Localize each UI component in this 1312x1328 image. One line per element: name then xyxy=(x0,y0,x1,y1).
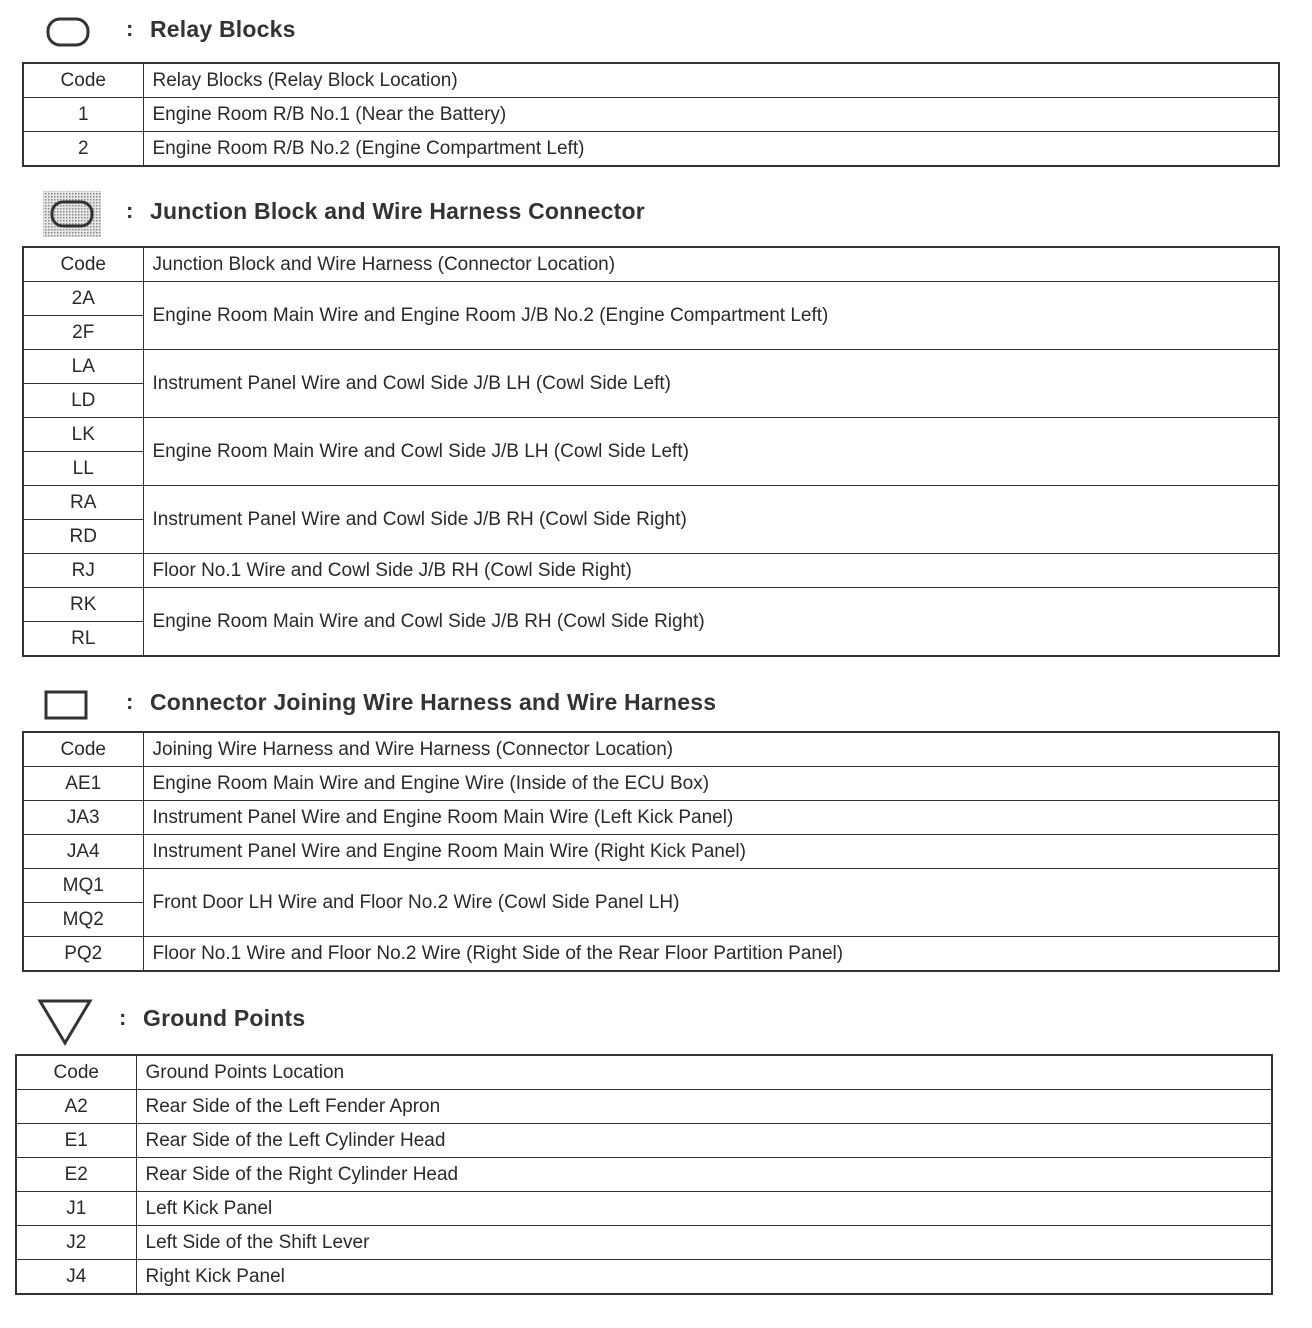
location-cell: Instrument Panel Wire and Cowl Side J/B RH (Cowl Side Right) xyxy=(143,486,1279,554)
location-header: Joining Wire Harness and Wire Harness (Connector Location) xyxy=(143,732,1279,767)
location-cell: Engine Room Main Wire and Engine Room J/B No.2 (Engine Compartment Left) xyxy=(143,282,1279,350)
code-cell: LD xyxy=(23,384,143,418)
code-cell: J2 xyxy=(16,1226,136,1260)
section-title: Junction Block and Wire Harness Connector xyxy=(150,198,645,224)
code-header: Code xyxy=(16,1055,136,1090)
code-cell: PQ2 xyxy=(23,937,143,972)
code-cell: LA xyxy=(23,350,143,384)
table-row xyxy=(16,1260,1272,1295)
table-row xyxy=(23,554,1279,588)
heading-colon: : xyxy=(119,1005,127,1030)
table-row xyxy=(16,1124,1272,1158)
location-cell: Instrument Panel Wire and Cowl Side J/B LH (Cowl Side Left) xyxy=(143,350,1279,418)
heading-colon: : xyxy=(126,16,134,41)
heading-colon: : xyxy=(126,198,134,223)
code-cell: MQ1 xyxy=(23,869,143,903)
table-row xyxy=(23,418,1279,452)
table-row xyxy=(23,588,1279,622)
location-cell: Engine Room R/B No.2 (Engine Compartment Left) xyxy=(143,132,1279,167)
down-triangle-icon xyxy=(37,997,95,1052)
location-cell: Floor No.1 Wire and Floor No.2 Wire (Right Side of the Rear Floor Partition Panel) xyxy=(143,937,1279,972)
location-cell: Rear Side of the Left Cylinder Head xyxy=(136,1124,1272,1158)
shaded-rounded-rectangle-icon xyxy=(42,190,102,245)
ground-points-heading xyxy=(15,997,1273,1052)
rounded-rectangle-icon xyxy=(46,16,92,53)
code-cell: A2 xyxy=(16,1090,136,1124)
table-row xyxy=(16,1158,1272,1192)
relay-blocks-table xyxy=(22,62,1280,167)
table-row xyxy=(23,282,1279,316)
ground-points-section xyxy=(15,997,1273,1295)
code-cell: LL xyxy=(23,452,143,486)
location-header: Junction Block and Wire Harness (Connector Location) xyxy=(143,247,1279,282)
table-row xyxy=(23,767,1279,801)
code-cell: J1 xyxy=(16,1192,136,1226)
code-cell: RD xyxy=(23,520,143,554)
table-header-row xyxy=(23,63,1279,98)
relay-blocks-section xyxy=(22,10,1280,167)
code-cell: RJ xyxy=(23,554,143,588)
code-cell: E2 xyxy=(16,1158,136,1192)
junction-block-table xyxy=(22,246,1280,657)
table-row xyxy=(16,1226,1272,1260)
junction-block-heading xyxy=(22,190,1280,240)
location-cell: Rear Side of the Left Fender Apron xyxy=(136,1090,1272,1124)
section-title: Connector Joining Wire Harness and Wire Harness xyxy=(150,689,717,715)
location-cell: Left Kick Panel xyxy=(136,1192,1272,1226)
location-cell: Engine Room Main Wire and Cowl Side J/B LH (Cowl Side Left) xyxy=(143,418,1279,486)
location-cell: Front Door LH Wire and Floor No.2 Wire (Cowl Side Panel LH) xyxy=(143,869,1279,937)
location-cell: Floor No.1 Wire and Cowl Side J/B RH (Cowl Side Right) xyxy=(143,554,1279,588)
relay-blocks-heading xyxy=(22,10,1280,54)
code-cell: 2A xyxy=(23,282,143,316)
location-cell: Left Side of the Shift Lever xyxy=(136,1226,1272,1260)
location-cell: Instrument Panel Wire and Engine Room Main Wire (Left Kick Panel) xyxy=(143,801,1279,835)
table-row xyxy=(16,1192,1272,1226)
code-cell: J4 xyxy=(16,1260,136,1295)
table-row xyxy=(23,132,1279,167)
connector-joining-heading xyxy=(22,683,1280,727)
location-cell: Engine Room Main Wire and Engine Wire (Inside of the ECU Box) xyxy=(143,767,1279,801)
table-row xyxy=(23,835,1279,869)
table-row xyxy=(23,869,1279,903)
junction-block-section xyxy=(22,190,1280,657)
table-header-row xyxy=(23,732,1279,767)
code-header: Code xyxy=(23,247,143,282)
code-cell: AE1 xyxy=(23,767,143,801)
code-cell: RK xyxy=(23,588,143,622)
table-row xyxy=(23,937,1279,972)
location-header: Relay Blocks (Relay Block Location) xyxy=(143,63,1279,98)
connector-joining-section xyxy=(22,683,1280,972)
heading-colon: : xyxy=(126,689,134,714)
code-cell: MQ2 xyxy=(23,903,143,937)
table-header-row xyxy=(16,1055,1272,1090)
table-row xyxy=(23,486,1279,520)
code-cell: 2F xyxy=(23,316,143,350)
table-row xyxy=(23,801,1279,835)
code-cell: E1 xyxy=(16,1124,136,1158)
location-header: Ground Points Location xyxy=(136,1055,1272,1090)
code-cell: LK xyxy=(23,418,143,452)
section-title: Relay Blocks xyxy=(150,16,296,42)
table-row xyxy=(16,1090,1272,1124)
location-cell: Rear Side of the Right Cylinder Head xyxy=(136,1158,1272,1192)
ground-points-table xyxy=(15,1054,1273,1295)
code-cell: 2 xyxy=(23,132,143,167)
code-cell: JA3 xyxy=(23,801,143,835)
table-header-row xyxy=(23,247,1279,282)
location-cell: Right Kick Panel xyxy=(136,1260,1272,1295)
location-cell: Engine Room R/B No.1 (Near the Battery) xyxy=(143,98,1279,132)
location-cell: Instrument Panel Wire and Engine Room Main Wire (Right Kick Panel) xyxy=(143,835,1279,869)
code-header: Code xyxy=(23,732,143,767)
connector-joining-table xyxy=(22,731,1280,972)
code-cell: JA4 xyxy=(23,835,143,869)
location-cell: Engine Room Main Wire and Cowl Side J/B RH (Cowl Side Right) xyxy=(143,588,1279,657)
table-row xyxy=(23,350,1279,384)
code-cell: RL xyxy=(23,622,143,657)
rectangle-icon xyxy=(44,689,90,726)
section-title: Ground Points xyxy=(143,1005,306,1031)
code-header: Code xyxy=(23,63,143,98)
table-row xyxy=(23,98,1279,132)
code-cell: RA xyxy=(23,486,143,520)
code-cell: 1 xyxy=(23,98,143,132)
